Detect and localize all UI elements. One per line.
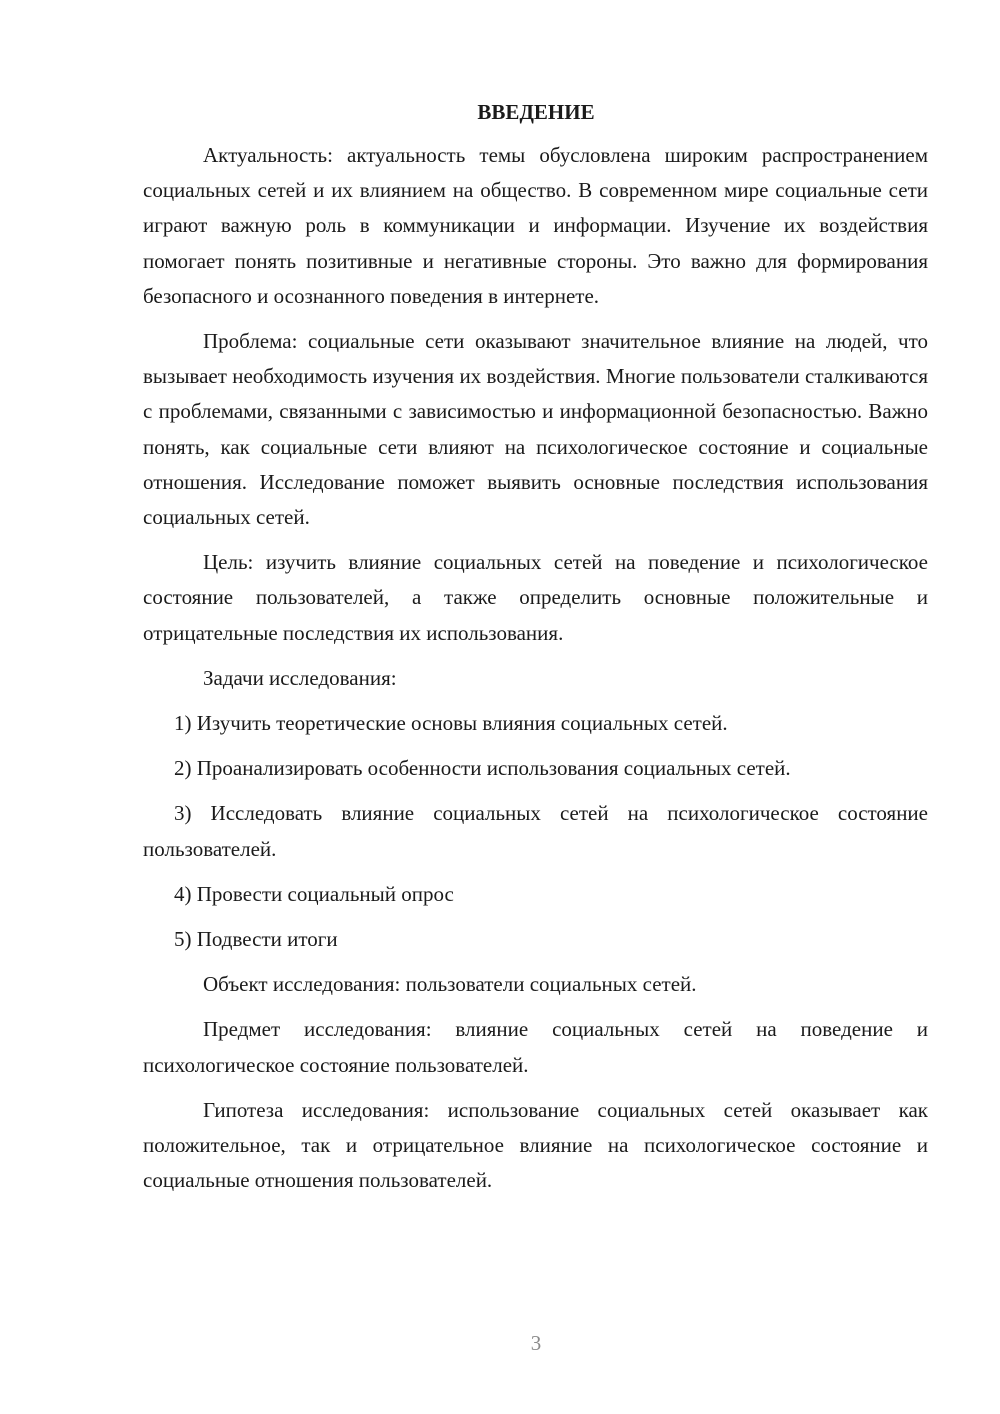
paragraph-subject: Предмет исследования: влияние социальных сетей на поведение и психологическое состояние пользователей. (143, 1017, 928, 1077)
task-item-1: 1) Изучить теоретические основы влияния социальных сетей. (174, 711, 728, 736)
task-item-3: 3) Исследовать влияние социальных сетей на психологическое состояние пользователей. (143, 801, 928, 861)
task-item-2: 2) Проанализировать особенности использования социальных сетей. (174, 756, 791, 781)
paragraph-goal: Цель: изучить влияние социальных сетей на поведение и психологическое состояние пользователей, а также определить основные положительные и отрицательные последствия их использования. (143, 550, 928, 645)
task-item-5: 5) Подвести итоги (174, 927, 338, 952)
paragraph-object: Объект исследования: пользователи социальных сетей. (203, 972, 697, 997)
page-number: 3 (530, 1331, 542, 1355)
section-title: ВВЕДЕНИЕ (477, 100, 595, 124)
paragraph-relevance: Актуальность: актуальность темы обусловлена широким распространением социальных сетей и их влиянием на общество. В современном мире социальные сети играют важную роль в коммуникации и информации. Изучение их воздействия помогает понять позитивные и негативные стороны. Это важно для формирования безопасного и осознанного поведения в интернете. (143, 143, 928, 308)
page-content (143, 98, 928, 1208)
tasks-heading: Задачи исследования: (203, 665, 397, 690)
task-item-4: 4) Провести социальный опрос (174, 881, 454, 906)
paragraph-hypothesis: Гипотеза исследования: использование социальных сетей оказывает как положительное, так и отрицательное влияние на психологическое состояние и социальные отношения пользователей. (143, 1097, 928, 1193)
paragraph-problem: Проблема: социальные сети оказывают значительное влияние на людей, что вызывает необходимость изучения их воздействия. Многие пользователи сталкиваются с проблемами, связанными с зависимостью и информационной безопасностью. Важно понять, как социальные сети влияют на психологическое состояние и социальные отношения. Исследование поможет выявить основные последствия использования социальных сетей. (143, 329, 928, 530)
